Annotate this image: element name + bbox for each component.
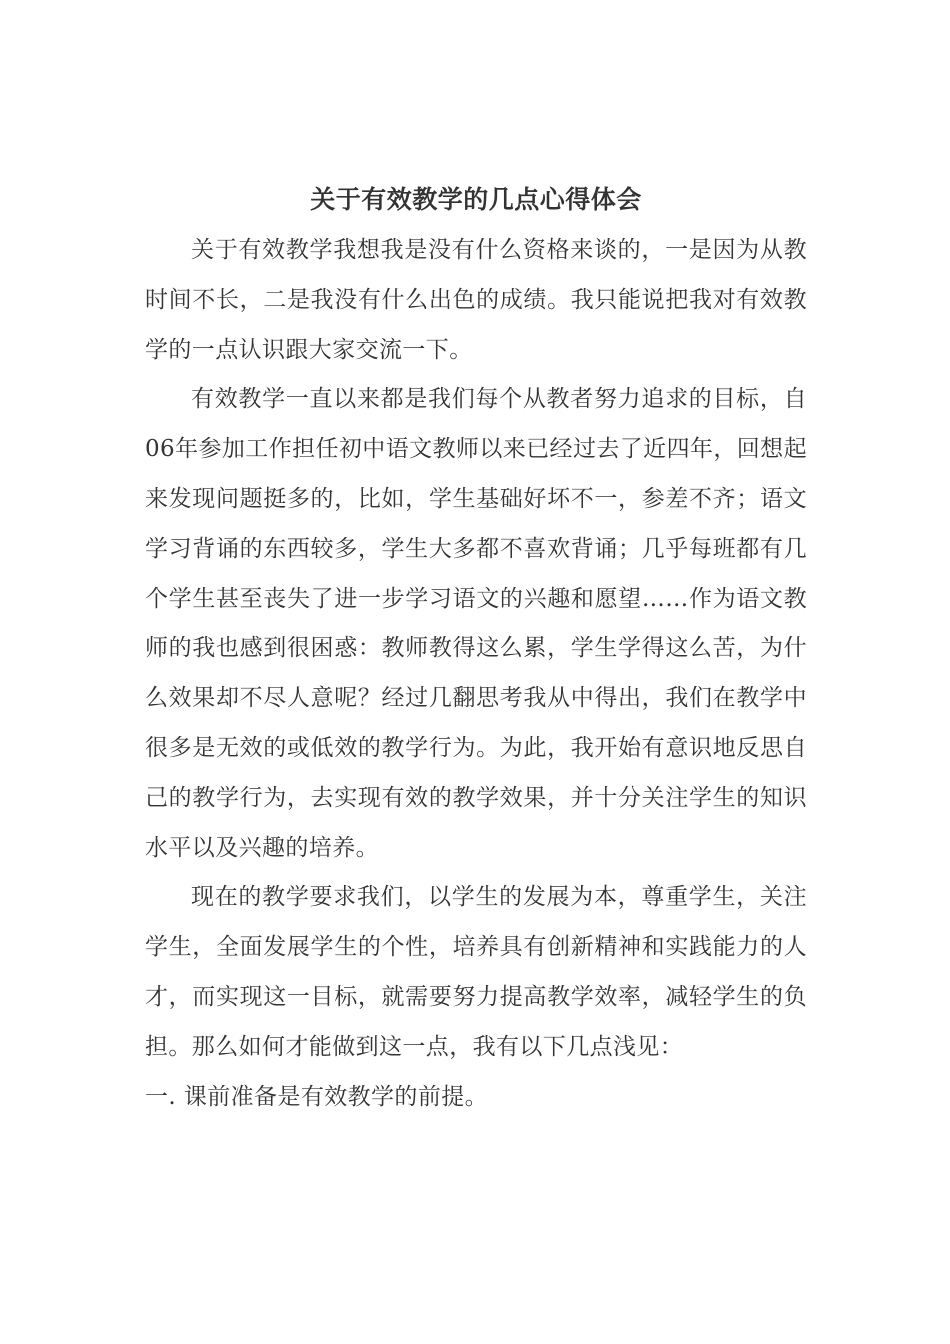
paragraph-reflection: 有效教学一直以来都是我们每个从教者努力追求的目标，自06年参加工作担任初中语文教师以来已经过去了近四年，回想起来发现问题挺多的，比如，学生基础好坏不一，参差不齐；语文学习背诵的东西较多，学生大多都不喜欢背诵；几乎每班都有几个学生甚至丧失了进一步学习语文的兴趣和愿望……作为语文教师的我也感到很困惑：教师教得这么累，学生学得这么苦，为什么效果却不尽人意呢？经过几翻思考我从中得出，我们在教学中很多是无效的或低效的教学行为。为此，我开始有意识地反思自己的教学行为，去实现有效的教学效果，并十分关注学生的知识水平以及兴趣的培养。 — [145, 386, 807, 861]
section-heading-1: 一. 课前准备是有效教学的前提。 — [145, 1083, 489, 1110]
document-page — [145, 178, 807, 1122]
paragraph-intro: 关于有效教学我想我是没有什么资格来谈的，一是因为从教时间不长，二是我没有什么出色的成绩。我只能说把我对有效教学的一点认识跟大家交流一下。 — [145, 237, 807, 363]
document-title: 关于有效教学的几点心得体会 — [310, 185, 642, 214]
paragraph-requirements: 现在的教学要求我们，以学生的发展为本，尊重学生，关注学生，全面发展学生的个性，培养具有创新精神和实践能力的人才，而实现这一目标，就需要努力提高教学效率，减轻学生的负担。那么如何才能做到这一点，我有以下几点浅见： — [145, 884, 807, 1060]
